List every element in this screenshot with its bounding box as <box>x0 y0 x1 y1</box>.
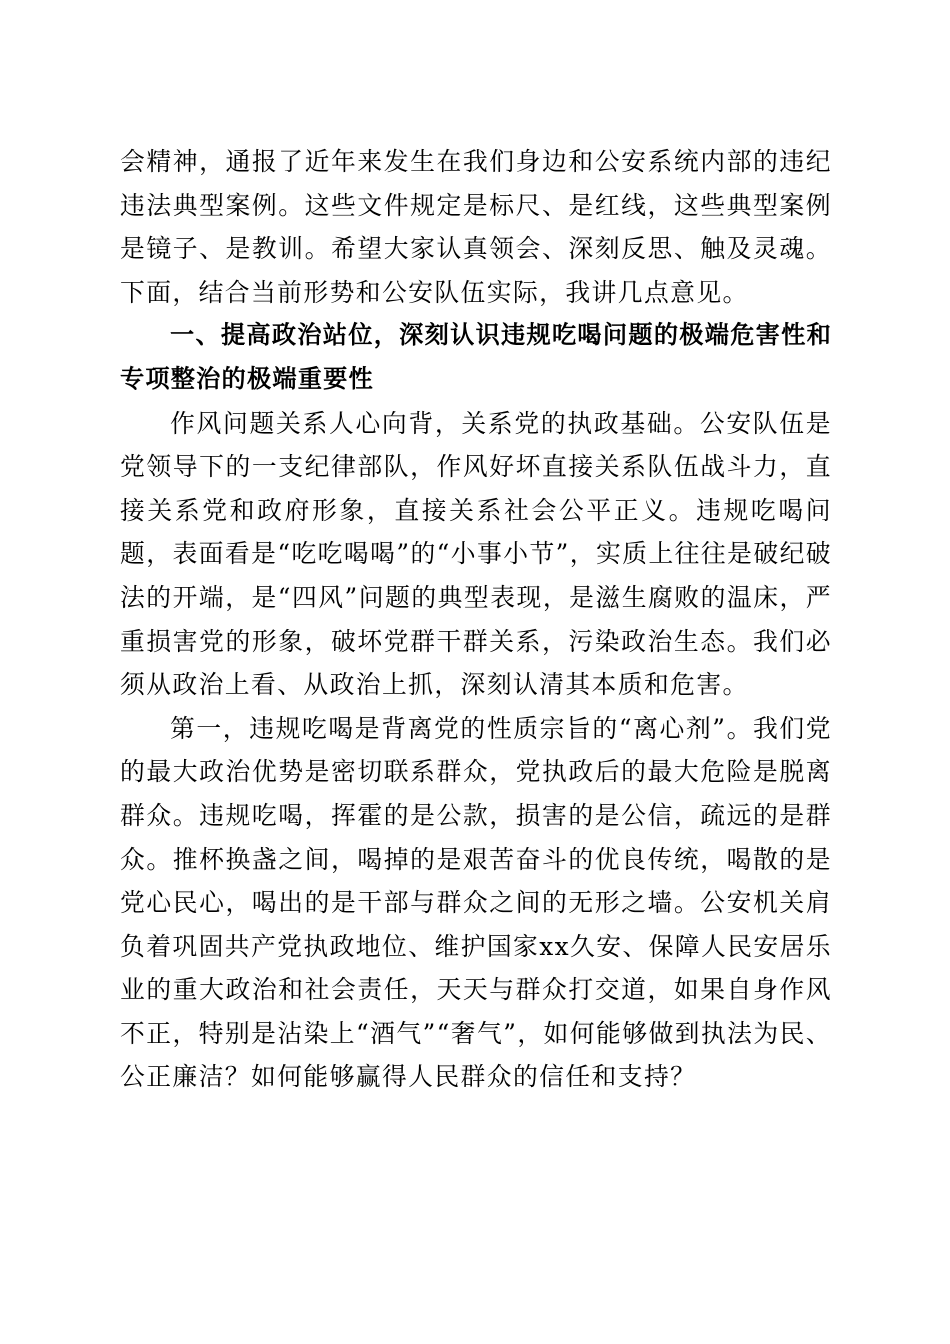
body-paragraph: 作风问题关系人心向背，关系党的执政基础。公安队伍是党领导下的一支纪律部队，作风好坏直接关系队伍战斗力，直接关系党和政府形象，直接关系社会公平正义。违规吃喝问题，表面看是“吃吃喝喝”的“小事小节”，实质上往往是破纪破法的开端，是“四风”问题的典型表现，是滋生腐败的温床，严重损害党的形象，破坏党群干群关系，污染政治生态。我们必须从政治上看、从政治上抓，深刻认清其本质和危害。 <box>120 408 832 700</box>
document-body <box>120 140 832 1099</box>
intro-paragraph: 会精神，通报了近年来发生在我们身边和公安系统内部的违纪违法典型案例。这些文件规定是标尺、是红线，这些典型案例是镜子、是教训。希望大家认真领会、深刻反思、触及灵魂。下面，结合当前形势和公安队伍实际，我讲几点意见。 <box>120 147 832 307</box>
body-paragraph: 第一，违规吃喝是背离党的性质宗旨的“离心剂”。我们党的最大政治优势是密切联系群众，党执政后的最大危险是脱离群众。违规吃喝，挥霍的是公款，损害的是公信，疏远的是群众。推杯换盏之间，喝掉的是艰苦奋斗的优良传统，喝散的是党心民心，喝出的是干部与群众之间的无形之墙。公安机关肩负着巩固共产党执政地位、维护国家xx久安、保障人民安居乐业的重大政治和社会责任，天天与群众打交道，如果自身作风不正，特别是沾染上“酒气”“奢气”，如何能够做到执法为民、公正廉洁？如何能够赢得人民群众的信任和支持？ <box>120 713 832 1092</box>
section-heading: 一、提高政治站位，深刻认识违规吃喝问题的极端危害性和专项整治的极端重要性 <box>120 321 832 393</box>
